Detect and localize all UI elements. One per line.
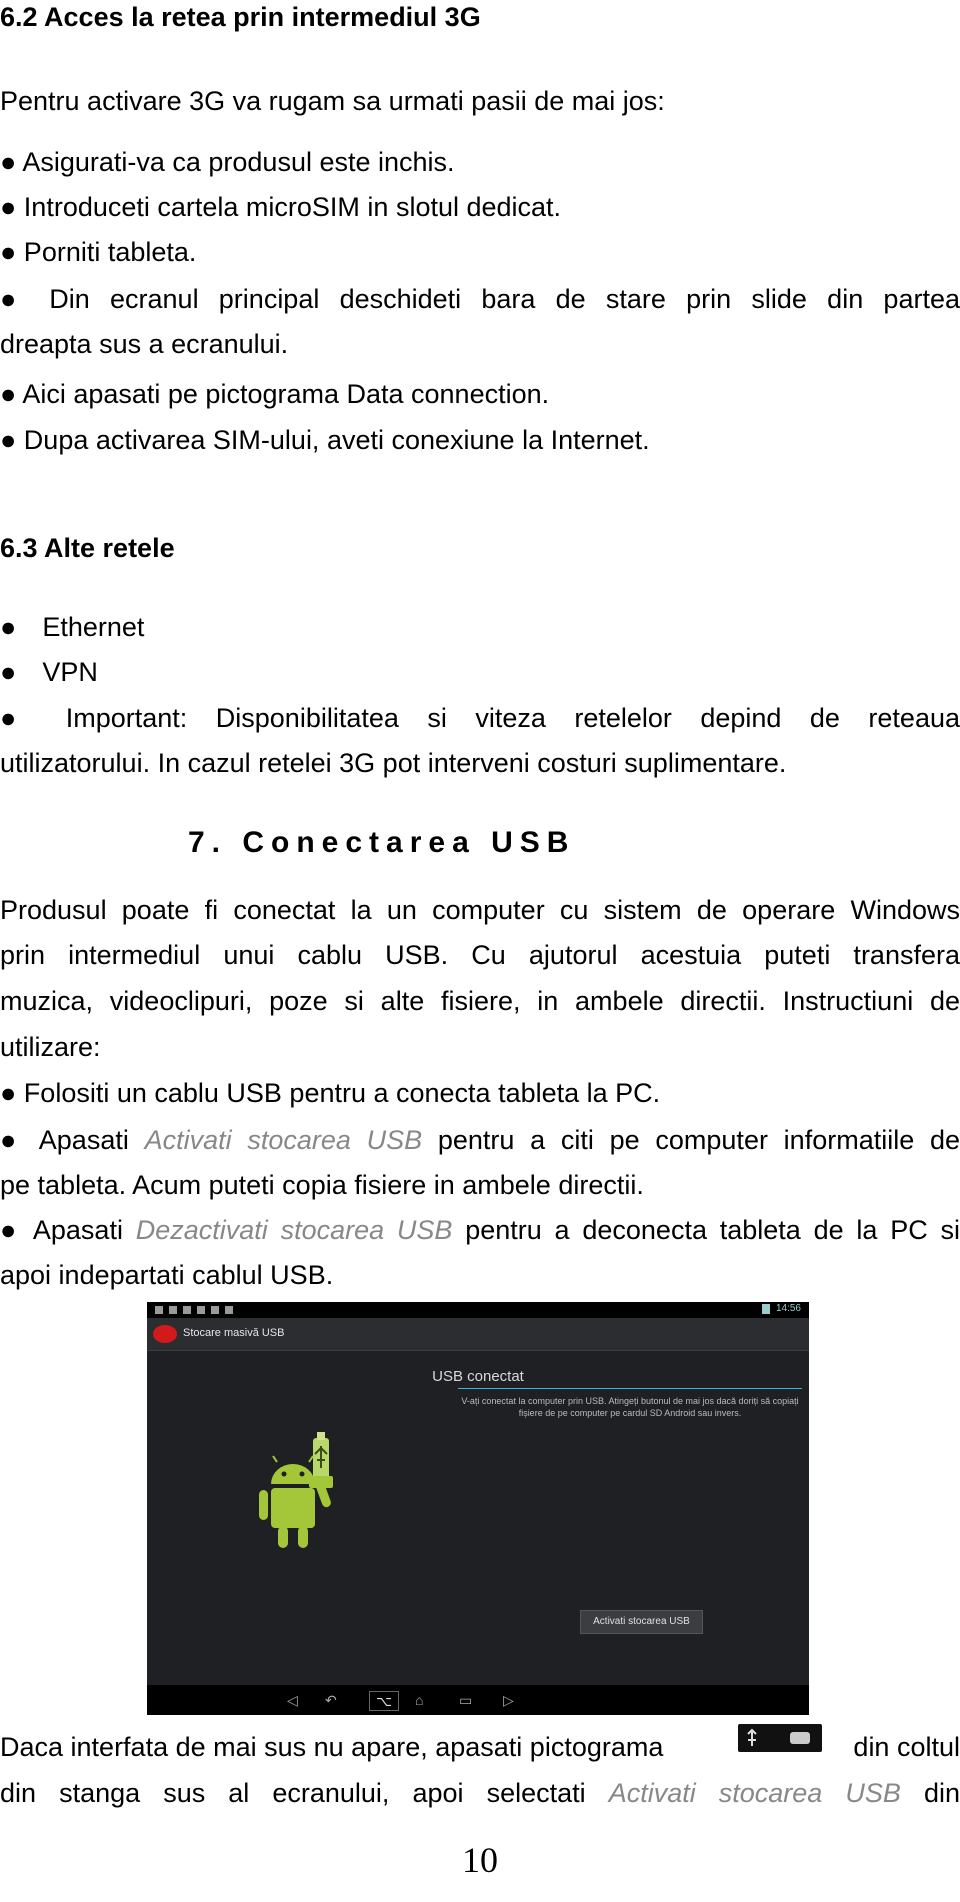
android-usb-icon <box>251 1432 361 1562</box>
activate-usb-storage-button[interactable]: Activati stocarea USB <box>580 1610 703 1634</box>
screenshot-icon[interactable]: ⌥ <box>369 1691 399 1711</box>
bullet-item: ● Introduceti cartela microSIM in slotul dedicat. <box>0 192 562 222</box>
item-label: VPN <box>42 657 98 687</box>
page-number: 10 <box>462 1840 498 1880</box>
bullet-item: ● Asigurati-va ca produsul este inchis. <box>0 147 455 177</box>
usb-symbol-icon <box>738 1724 822 1752</box>
battery-icon <box>762 1304 770 1314</box>
footer-text: din <box>900 1778 960 1808</box>
app-title: Stocare masivă USB <box>183 1327 285 1339</box>
important-note: ● Important: Disponibilitatea si viteza retelelor depind de reteaua <box>0 703 960 733</box>
step-item: ● Folositi un cablu USB pentru a conecta tableta la PC. <box>0 1078 661 1108</box>
volume-up-icon[interactable]: ▷ <box>503 1692 514 1708</box>
home-icon[interactable]: ⌂ <box>415 1692 424 1708</box>
volume-down-icon[interactable]: ◁ <box>287 1692 298 1708</box>
paragraph-line: utilizare: <box>0 1032 101 1062</box>
footer-text: Daca interfata de mai sus nu apare, apasati pictograma <box>0 1732 664 1762</box>
paragraph-line: muzica, videoclipuri, poze si alte fisiere, in ambele directii. Instructiuni de <box>0 986 960 1016</box>
action-bar <box>147 1318 809 1351</box>
list-item-vpn <box>0 655 960 689</box>
notification-icon <box>183 1306 191 1314</box>
bullet-item: ● Din ecranul principal deschideti bara de stare prin slide din partea <box>0 284 960 314</box>
step-item-cont: apoi indepartati cablul USB. <box>0 1260 334 1290</box>
usb-storage-screenshot <box>147 1302 809 1715</box>
footer-text: din coltul <box>853 1732 960 1762</box>
notification-icon <box>197 1306 205 1314</box>
step-text: pentru a deconecta tableta de la PC si <box>452 1215 960 1245</box>
step-item <box>0 1213 960 1247</box>
dialog-message: V-ați conectat la computer prin USB. Atingeți butonul de mai jos dacă doriți să copiați fișiere de pe computer pe cardul SD Android sau invers. <box>461 1396 799 1418</box>
step-item <box>0 1123 960 1157</box>
deactivate-usb-label: Dezactivati stocarea USB <box>135 1215 453 1245</box>
step-text: ● Apasati <box>0 1125 145 1155</box>
intro-text: Pentru activare 3G va rugam sa urmati pasii de mai jos: <box>0 86 665 116</box>
step-text: pentru a citi pe computer informatiile de <box>422 1125 960 1155</box>
bullet-icon: ● <box>0 657 17 687</box>
back-icon[interactable]: ↶ <box>325 1692 337 1708</box>
dialog-title: USB conectat <box>432 1368 524 1385</box>
status-right <box>762 1303 801 1314</box>
navigation-bar <box>147 1685 809 1715</box>
usb-pictogram-icon <box>738 1724 822 1752</box>
important-note-cont: utilizatorului. In cazul retelei 3G pot interveni costuri suplimentare. <box>0 748 787 778</box>
paragraph-line: prin intermediul unui cablu USB. Cu ajutorul acestuia puteti transfera <box>0 940 960 970</box>
activate-usb-label: Activati stocarea USB <box>144 1125 423 1155</box>
notification-icon <box>225 1306 233 1314</box>
step-item-cont: pe tableta. Acum puteti copia fisiere in ambele directii. <box>0 1170 644 1200</box>
notification-icon <box>169 1306 177 1314</box>
bullet-item: ● Porniti tableta. <box>0 237 197 267</box>
activate-usb-label: Activati stocarea USB <box>608 1778 901 1808</box>
bullet-item: ● Dupa activarea SIM-ului, aveti conexiune la Internet. <box>0 425 650 455</box>
step-text: ● Apasati <box>0 1215 136 1245</box>
notification-icons <box>155 1306 233 1314</box>
usb-icon <box>155 1306 163 1314</box>
usb-storage-app-icon <box>153 1325 177 1343</box>
bullet-item-cont: dreapta sus a ecranului. <box>0 329 289 359</box>
title-divider <box>458 1388 802 1389</box>
section-heading-6-2: 6.2 Acces la retea prin intermediul 3G <box>0 2 481 32</box>
status-time: 14:56 <box>775 1303 801 1314</box>
recent-apps-icon[interactable]: ▭ <box>459 1692 473 1708</box>
status-bar <box>147 1302 809 1318</box>
notification-icon <box>211 1306 219 1314</box>
section-heading-6-3: 6.3 Alte retele <box>0 533 175 563</box>
bullet-item: ● Aici apasati pe pictograma Data connection. <box>0 379 550 409</box>
list-item-ethernet <box>0 610 960 644</box>
bullet-icon: ● <box>0 612 17 642</box>
footer-line-2 <box>0 1776 960 1810</box>
item-label: Ethernet <box>42 612 145 642</box>
footer-text: din stanga sus al ecranului, apoi selectati <box>0 1778 609 1808</box>
chapter-title: 7. Conectarea USB <box>188 826 576 859</box>
paragraph-line: Produsul poate fi conectat la un computer cu sistem de operare Windows <box>0 895 960 925</box>
